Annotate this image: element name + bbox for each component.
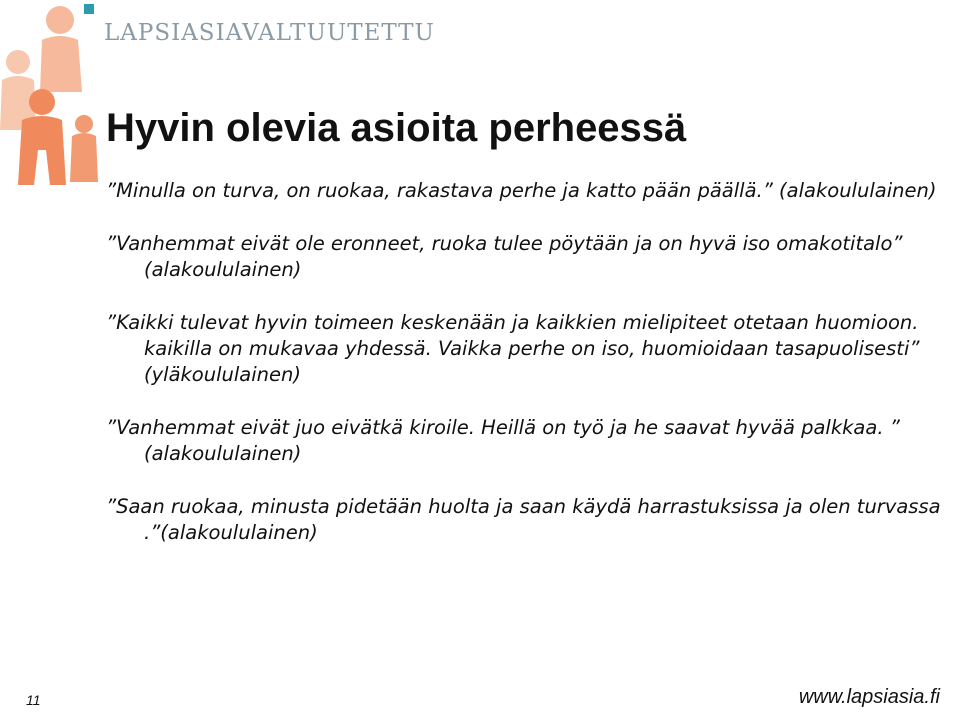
logo-figure-head-light-2 bbox=[6, 50, 30, 74]
logo-accent-square bbox=[84, 4, 94, 14]
quote-item: ”Vanhemmat eivät ole eronneet, ruoka tulee pöytään ja on hyvä iso omakotitalo” (alakoululainen) bbox=[106, 232, 903, 281]
logo-figures-icon bbox=[0, 0, 100, 200]
brand-name: LAPSIASIAVALTUUTETTU bbox=[104, 20, 435, 46]
quote-item: ”Saan ruokaa, minusta pidetään huolta ja saan käydä harrastuksissa ja olen turvassa .”(alakoululainen) bbox=[106, 495, 941, 544]
quote-item: ”Vanhemmat eivät juo eivätkä kiroile. Heillä on työ ja he saavat hyvää palkkaa. ” (alakoululainen) bbox=[106, 416, 900, 465]
page-number: 11 bbox=[26, 692, 41, 708]
logo-figure-head-small bbox=[75, 115, 93, 133]
logo-figure-head-light bbox=[46, 6, 74, 34]
logo-figure-head-main bbox=[29, 89, 55, 115]
quote-item: ”Minulla on turva, on ruokaa, rakastava perhe ja katto pään päällä.” (alakoululainen) bbox=[106, 179, 937, 202]
footer-url: www.lapsiasia.fi bbox=[798, 686, 940, 708]
logo-figure-body-small bbox=[70, 133, 98, 182]
logo-figure-body-light bbox=[40, 36, 82, 92]
quote-list bbox=[106, 178, 956, 573]
quote-item: ”Kaikki tulevat hyvin toimeen keskenään ja kaikkien mielipiteet otetaan huomioon. kaikilla on mukavaa yhdessä. Vaikka perhe on iso, huomioidaan tasapuolisesti” (yläkoululainen) bbox=[106, 311, 920, 386]
slide-title: Hyvin olevia asioita perheessä bbox=[106, 106, 687, 150]
logo-figure-body-main bbox=[18, 116, 66, 185]
